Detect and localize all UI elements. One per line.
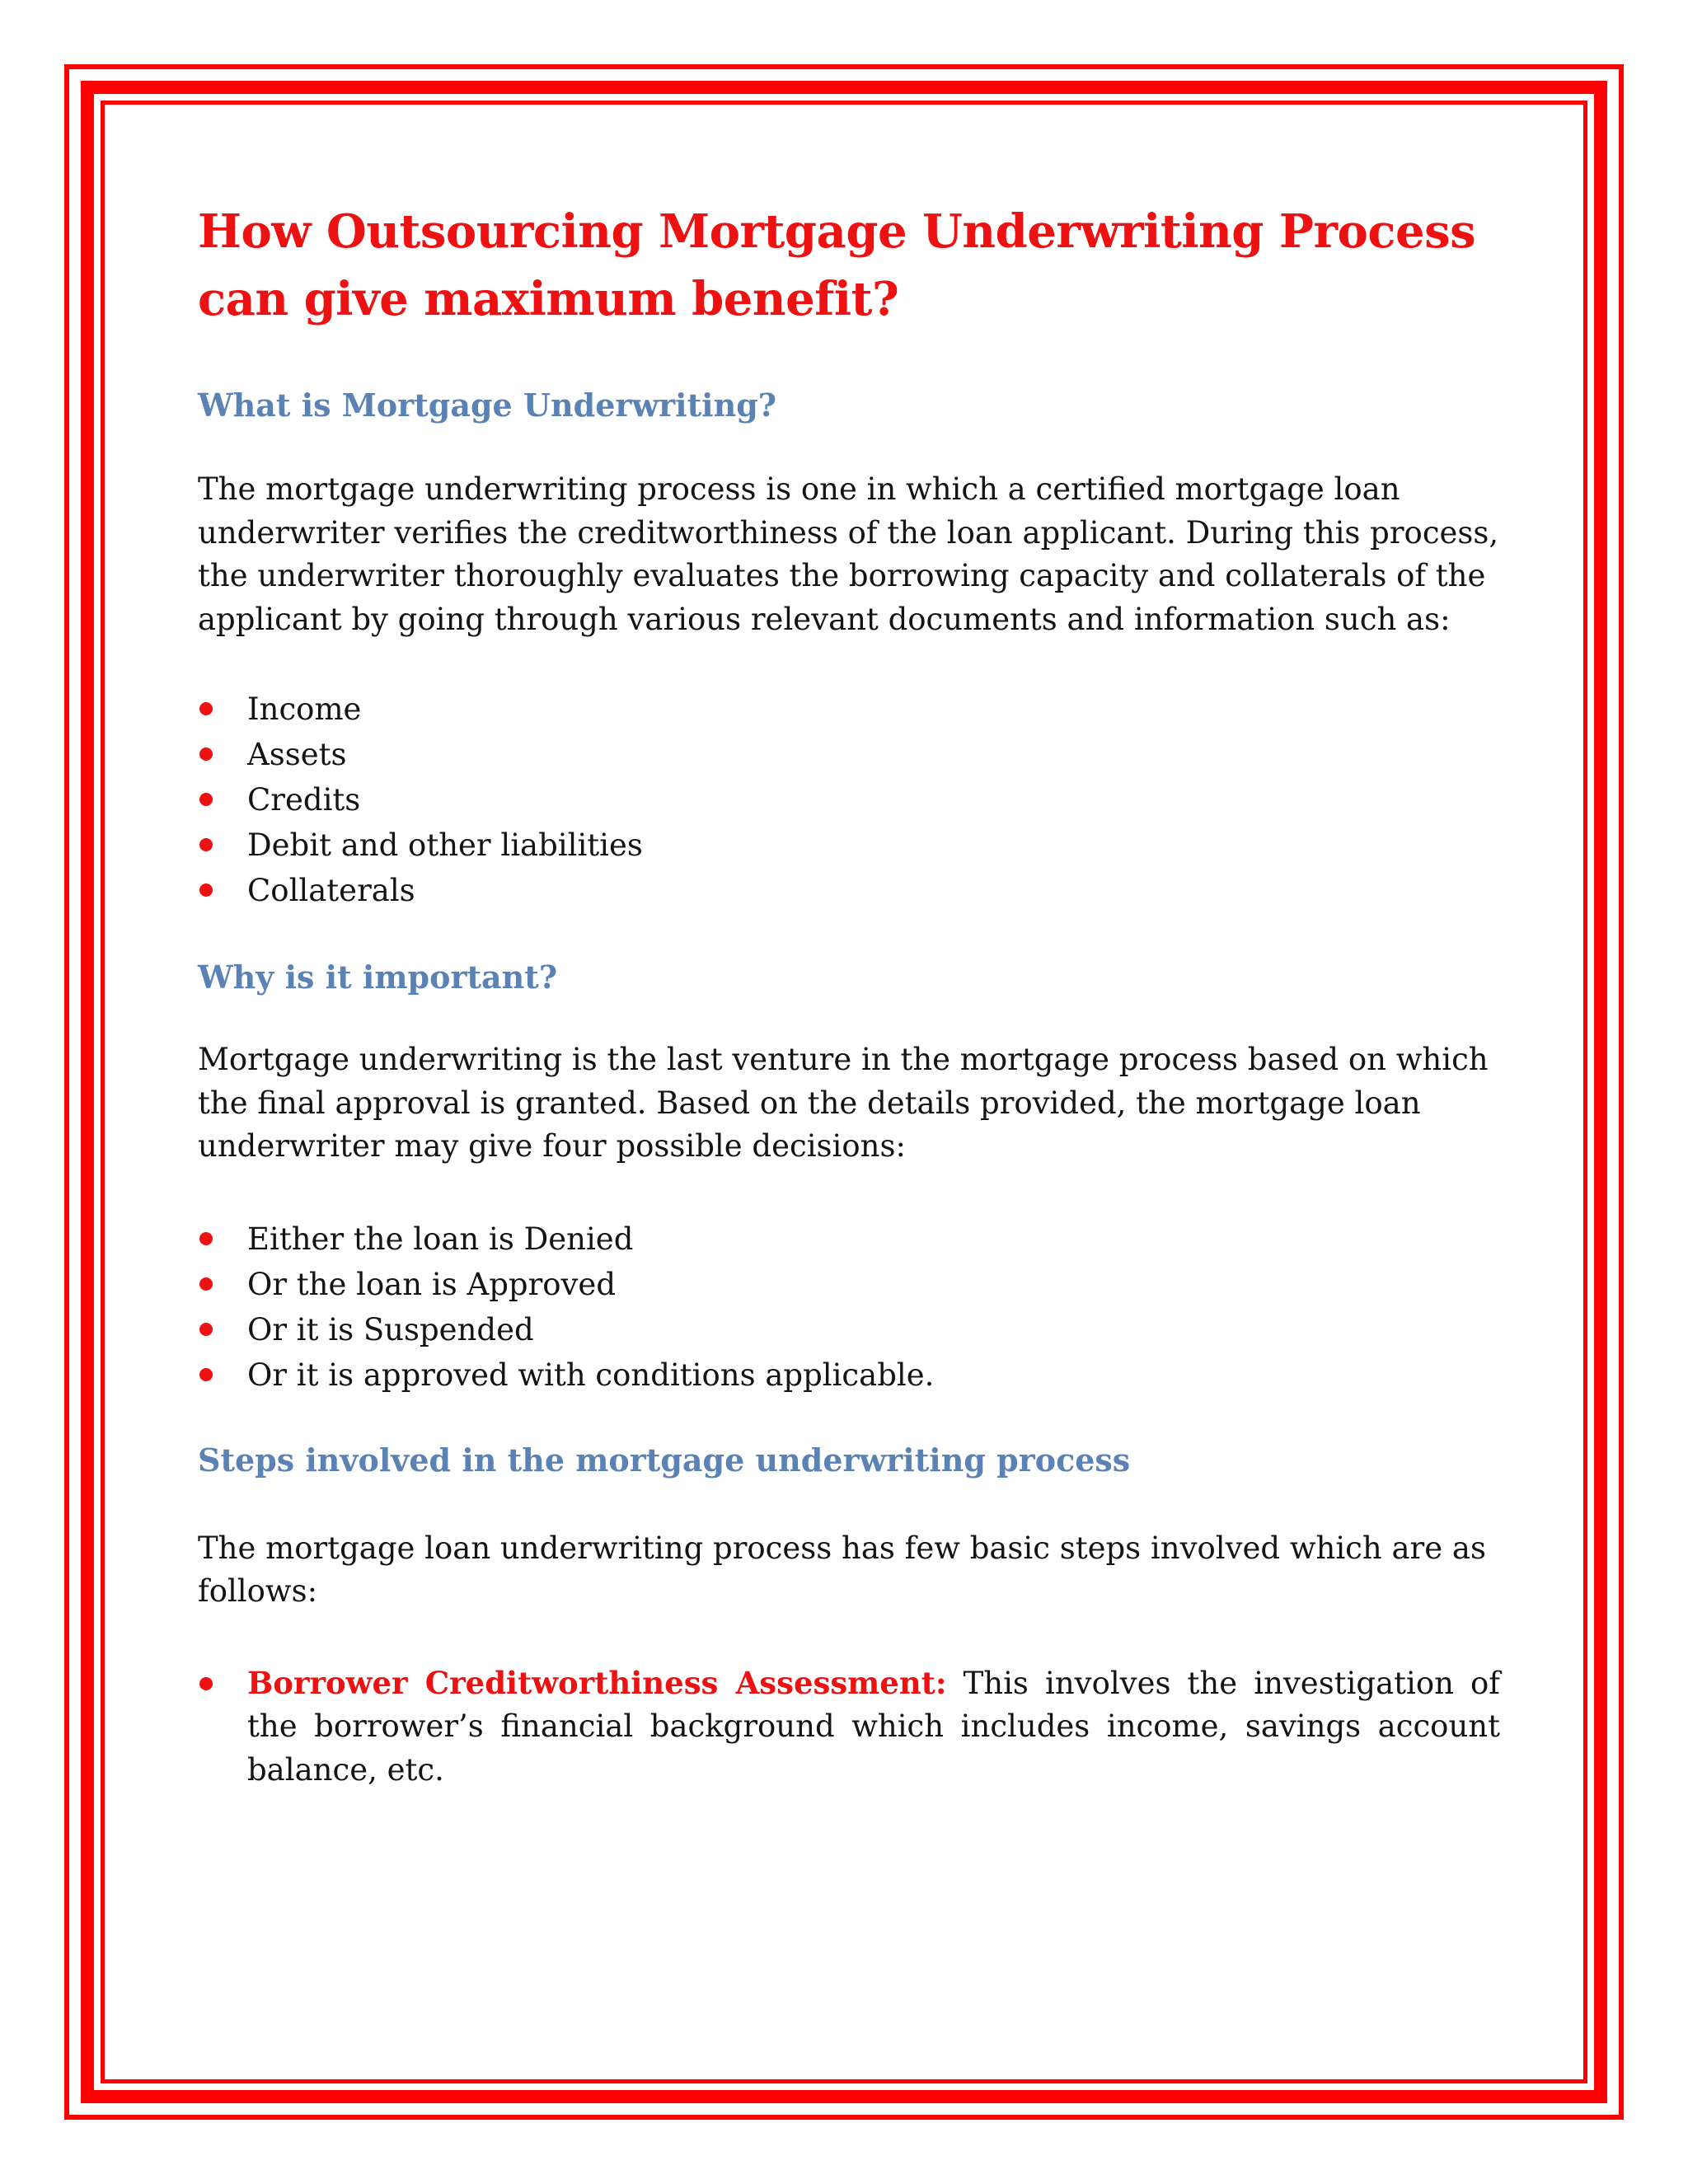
bullet-dot-icon xyxy=(199,838,213,851)
bullet-dot-icon xyxy=(199,1232,213,1245)
bullet-dot-icon xyxy=(199,1368,213,1381)
list-item: Assets xyxy=(198,732,1500,777)
step-term: Borrower Creditworthiness Assessment: xyxy=(247,1664,947,1701)
list-item: Debit and other liabilities xyxy=(198,823,1500,868)
section-paragraph-why-important: Mortgage underwriting is the last venture in the mortgage process based on which the final approval is granted. Based on the details provided, the mortgage loan underwriter may give four possible decisions: xyxy=(198,1042,1489,1164)
bullet-dot-icon xyxy=(199,702,213,715)
list-item: Or the loan is Approved xyxy=(198,1262,1500,1307)
section-paragraph-what-is: The mortgage underwriting process is one in which a certified mortgage loan underwriter verifies the creditworthiness of the loan applicant. During this process, the underwriter thoroughly evaluates the borrowing capacity and collaterals of the applicant by going through various relevant documents and information such as: xyxy=(198,471,1499,637)
list-item: Collaterals xyxy=(198,868,1500,913)
bullet-list-decisions xyxy=(198,1216,1500,1398)
section-heading-steps: Steps involved in the mortgage underwriting process xyxy=(198,1441,1131,1479)
bullet-dot-icon xyxy=(199,748,213,761)
document-title: How Outsourcing Mortgage Underwriting Process can give maximum benefit? xyxy=(198,204,1476,326)
list-item xyxy=(198,1661,1500,1793)
list-item: Or it is approved with conditions applicable. xyxy=(198,1352,1500,1398)
list-item: Either the loan is Denied xyxy=(198,1216,1500,1262)
bullet-list-steps xyxy=(198,1661,1500,1793)
section-heading-why-important: Why is it important? xyxy=(198,958,558,996)
document-body xyxy=(198,198,1500,1792)
bullet-dot-icon xyxy=(199,793,213,806)
list-item: Income xyxy=(198,687,1500,732)
bullet-list-documents xyxy=(198,687,1500,913)
bullet-dot-icon xyxy=(199,1277,213,1291)
bullet-dot-icon xyxy=(199,1323,213,1336)
bullet-dot-icon xyxy=(199,1677,213,1690)
list-item: Or it is Suspended xyxy=(198,1307,1500,1352)
section-paragraph-steps: The mortgage loan underwriting process has few basic steps involved which are as follows: xyxy=(198,1530,1486,1609)
step-description: This involves the investigation of the borrower’s financial background which includes income, savings account balance, etc. xyxy=(247,1665,1500,1788)
bullet-dot-icon xyxy=(199,883,213,897)
list-item: Credits xyxy=(198,777,1500,823)
section-heading-what-is: What is Mortgage Underwriting? xyxy=(198,387,777,424)
